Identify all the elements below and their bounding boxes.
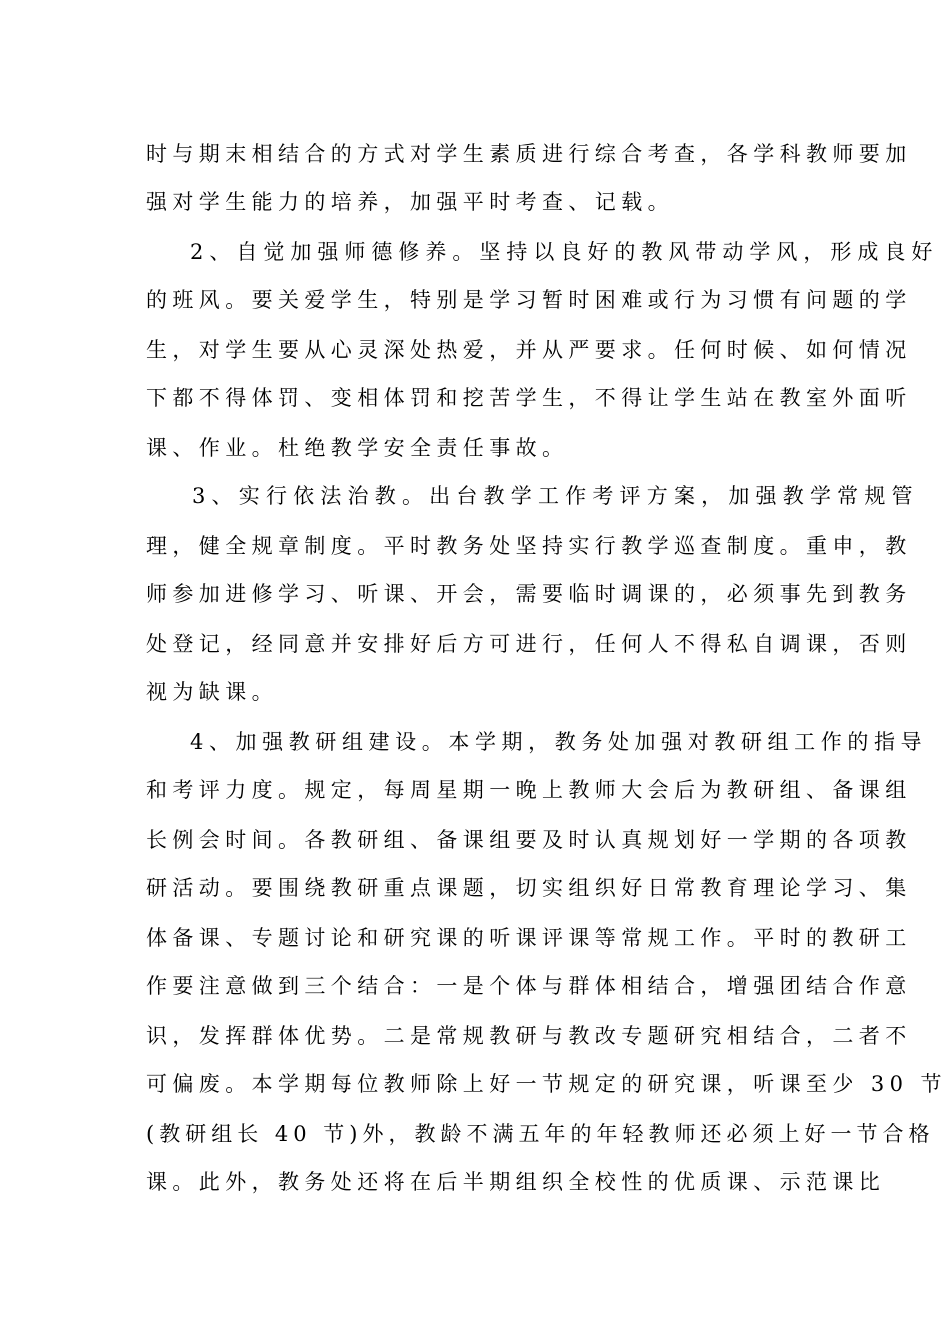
text-line: 3、实行依法治教。出台教学工作考评方案，加强教学常规管: [192, 484, 919, 508]
text-line: 体备课、专题讨论和研究课的听课评课等常规工作。平时的教研工: [146, 926, 912, 950]
text-line: 作要注意做到三个结合：一是个体与群体相结合，增强团结合作意: [146, 974, 912, 998]
text-line: 师参加进修学习、听课、开会，需要临时调课的，必须事先到教务: [146, 582, 912, 606]
text-line: 视为缺课。: [146, 680, 278, 704]
text-line: 理，健全规章制度。平时教务处坚持实行教学巡查制度。重申，教: [146, 534, 912, 558]
text-line: 生，对学生要从心灵深处热爱，并从严要求。任何时候、如何情况: [146, 338, 912, 362]
text-line: 识，发挥群体优势。二是常规教研与教改专题研究相结合，二者不: [146, 1024, 912, 1048]
text-line: 下都不得体罚、变相体罚和挖苦学生，不得让学生站在教室外面听: [146, 386, 912, 410]
text-line: 研活动。要围绕教研重点课题，切实组织好日常教育理论学习、集: [146, 876, 912, 900]
text-line: 处登记，经同意并安排好后方可进行，任何人不得私自调课，否则: [146, 632, 912, 656]
text-line: 长例会时间。各教研组、备课组要及时认真规划好一学期的各项教: [146, 828, 912, 852]
text-line: 2、自觉加强师德修养。坚持以良好的教风带动学风，形成良好: [190, 240, 939, 264]
text-line: 课、作业。杜绝教学安全责任事故。: [146, 436, 569, 460]
text-line: 强对学生能力的培养，加强平时考查、记载。: [146, 190, 674, 214]
text-line: 和考评力度。规定，每周星期一晚上教师大会后为教研组、备课组: [146, 778, 912, 802]
text-line: 可偏废。本学期每位教师除上好一节规定的研究课，听课至少 30 节: [146, 1072, 947, 1096]
text-line: 课。此外，教务处还将在后半期组织全校性的优质课、示范课比: [146, 1170, 886, 1194]
text-line: 的班风。要关爱学生，特别是学习暂时困难或行为习惯有问题的学: [146, 288, 912, 312]
text-line: 4、加强教研组建设。本学期，教务处加强对教研组工作的指导: [190, 730, 928, 754]
text-line: (教研组长 40 节)外，教龄不满五年的年轻教师还必须上好一节合格: [146, 1122, 935, 1146]
text-line: 时与期末相结合的方式对学生素质进行综合考查，各学科教师要加: [146, 142, 912, 166]
